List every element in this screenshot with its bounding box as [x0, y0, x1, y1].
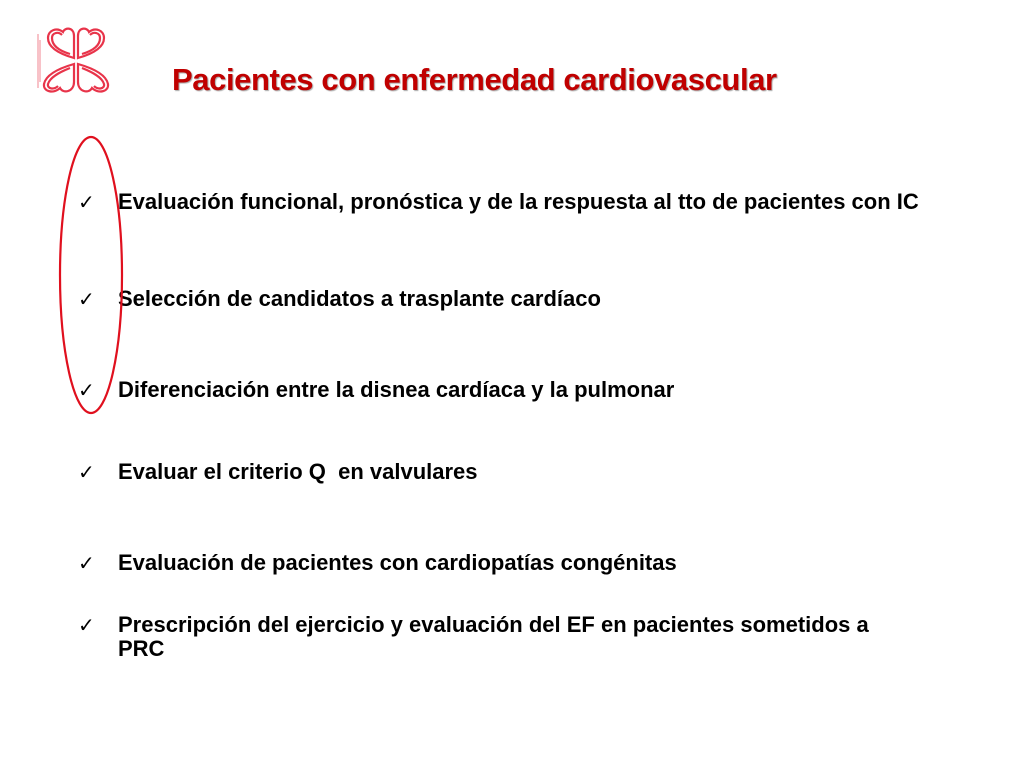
bullet-item	[78, 190, 954, 214]
bullet-item	[78, 551, 677, 575]
bullet-text: Evaluación funcional, pronóstica y de la respuesta al tto de pacientes con IC	[118, 189, 919, 214]
bullet-item	[78, 613, 878, 661]
bullet-item	[78, 378, 674, 402]
check-icon: ✓	[78, 378, 95, 402]
check-icon: ✓	[78, 287, 95, 311]
bullet-text: Prescripción del ejercicio y evaluación del EF en pacientes sometidos a PRC	[118, 612, 869, 661]
bullet-text: Evaluación de pacientes con cardiopatías congénitas	[118, 550, 677, 575]
check-icon: ✓	[78, 460, 95, 484]
slide-title: Pacientes con enfermedad cardiovascular	[172, 62, 777, 97]
bullet-item	[78, 460, 478, 484]
check-icon: ✓	[78, 190, 95, 214]
bullet-text: Evaluar el criterio Q en valvulares	[118, 459, 478, 484]
bullet-text: Selección de candidatos a trasplante cardíaco	[118, 286, 601, 311]
bullet-text: Diferenciación entre la disnea cardíaca y la pulmonar	[118, 377, 675, 402]
bullet-item	[78, 287, 601, 311]
check-icon: ✓	[78, 551, 95, 575]
check-icon: ✓	[78, 613, 95, 637]
